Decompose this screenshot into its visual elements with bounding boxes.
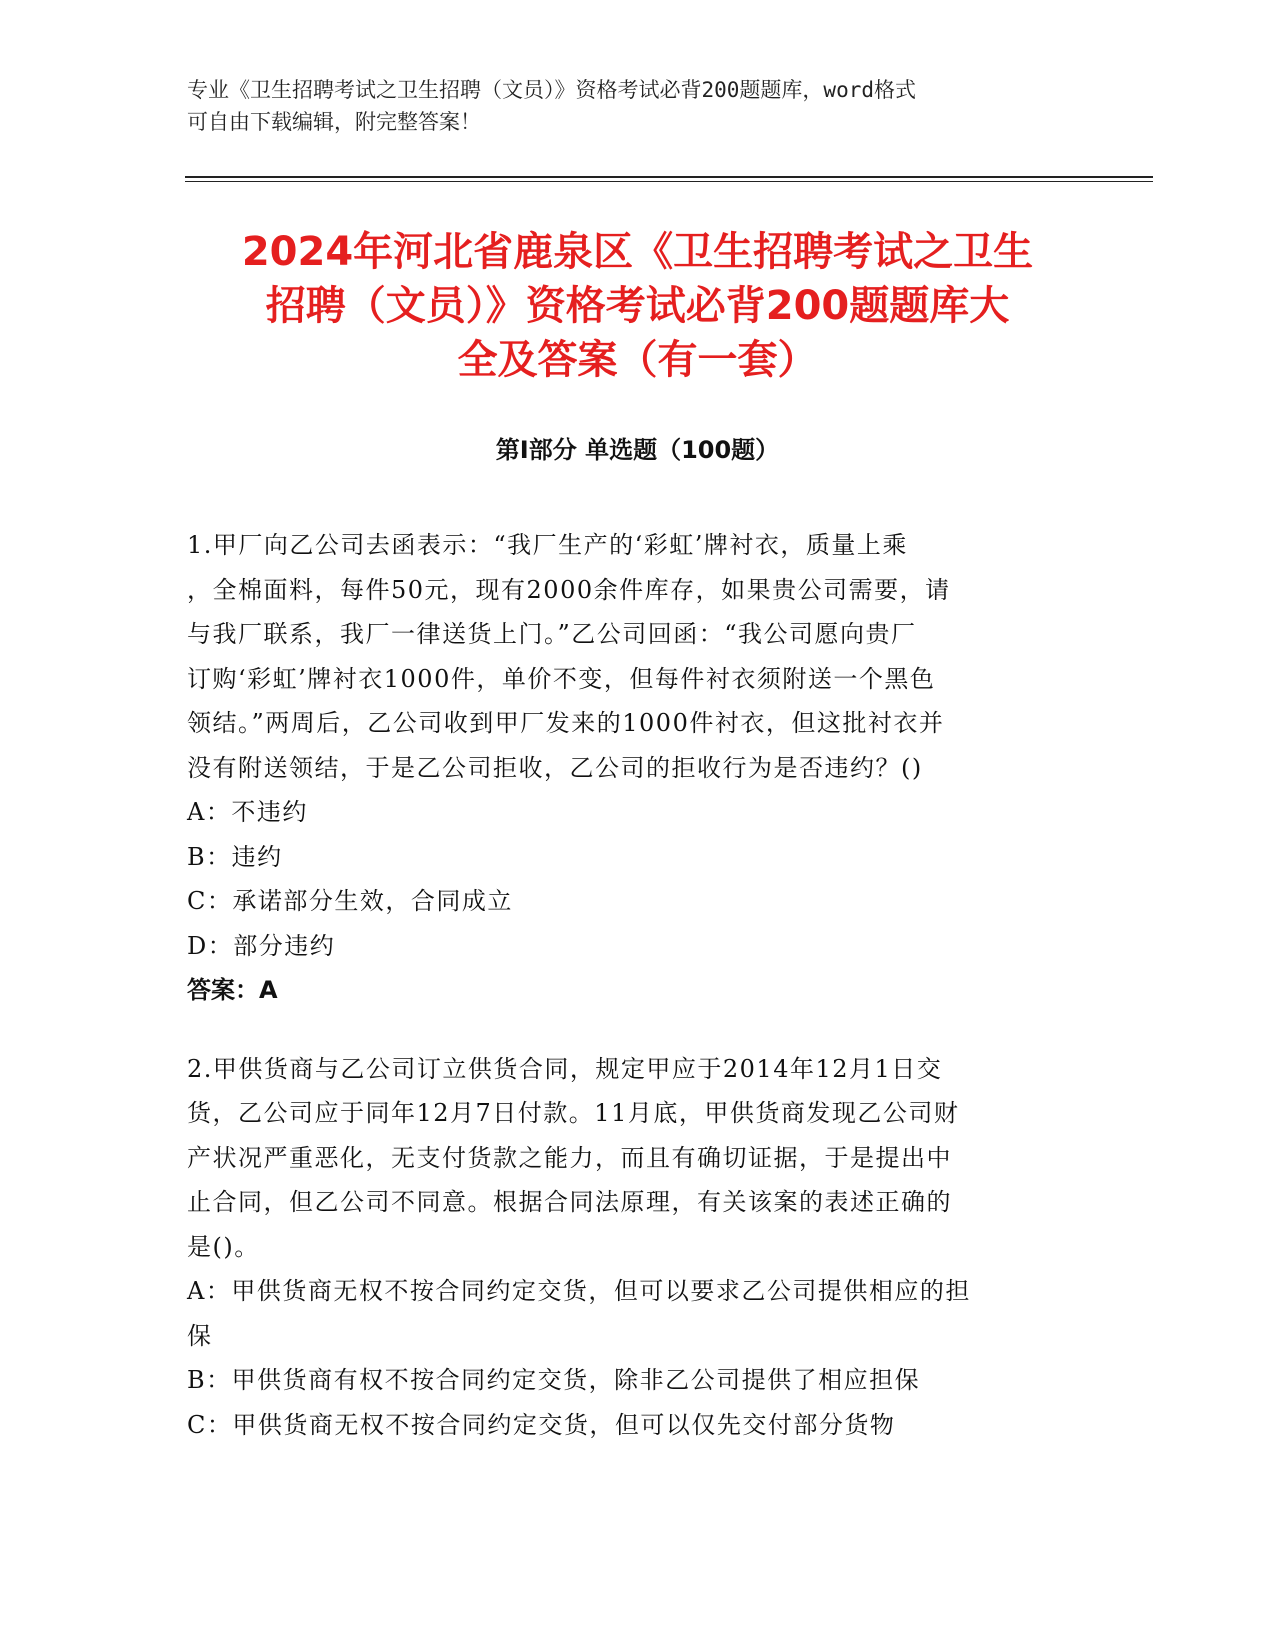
question-text-line: 是()。: [187, 1232, 260, 1261]
question-1: [187, 523, 1067, 1013]
question-text-line: 订购‘彩虹’牌衬衣1000件，单价不变，但每件衬衣须附送一个黑色: [187, 664, 936, 693]
question-text-line: 1.甲厂向乙公司去函表示：“我厂生产的‘彩虹’牌衬衣，质量上乘: [187, 531, 908, 559]
question-text-line: 止合同，但乙公司不同意。根据合同法原理，有关该案的表述正确的: [187, 1188, 952, 1216]
header-divider-thin: [185, 181, 1153, 182]
document-title-line: 2024年河北省鹿泉区《卫生招聘考试之卫生: [241, 229, 1034, 275]
option-b: B：违约: [187, 842, 283, 871]
option-a: A：不违约: [187, 798, 308, 826]
document-title-line: 招聘（文员）》资格考试必背200题题库大: [265, 283, 1010, 329]
question-text-line: 2.甲供货商与乙公司订立供货合同，规定甲应于2014年12月1日交: [187, 1054, 943, 1083]
question-text-line: 领结。”两周后，乙公司收到甲厂发来的1000件衬衣，但这批衬衣并: [187, 709, 945, 737]
question-list: [187, 523, 1067, 1481]
answer: 答案：A: [187, 976, 278, 1004]
header-note-line: 可自由下载编辑，附完整答案！: [187, 110, 481, 134]
question-2: [187, 1047, 1067, 1448]
option-a: A：甲供货商无权不按合同约定交货，但可以要求乙公司提供相应的担: [187, 1277, 971, 1305]
option-b: B：甲供货商有权不按合同约定交货，除非乙公司提供了相应担保: [187, 1366, 921, 1394]
header-divider-thick: [185, 176, 1153, 178]
document-title: [150, 225, 1125, 387]
section-title: 第Ⅰ部分 单选题（100题）: [495, 436, 780, 464]
option-d: D：部分违约: [187, 931, 336, 960]
question-text-line: 没有附送领结，于是乙公司拒收，乙公司的拒收行为是否违约？(): [187, 753, 923, 782]
question-text-line: ，全棉面料，每件50元，现有2000余件库存，如果贵公司需要，请: [187, 575, 951, 604]
question-text-line: 与我厂联系，我厂一律送货上门。”乙公司回函：“我公司愿向贵厂: [187, 620, 917, 648]
document-title-line: 全及答案（有一套）: [457, 337, 818, 383]
option-c: C：承诺部分生效，合同成立: [187, 887, 513, 915]
option-a-continued: 保: [187, 1321, 213, 1350]
header-note: [187, 74, 1067, 138]
question-text-line: 货，乙公司应于同年12月7日付款。11月底，甲供货商发现乙公司财: [187, 1099, 960, 1127]
header-note-line: 专业《卫生招聘考试之卫生招聘（文员）》资格考试必背200题题库，word格式: [187, 78, 916, 102]
option-c: C：甲供货商无权不按合同约定交货，但可以仅先交付部分货物: [187, 1410, 896, 1439]
question-text-line: 产状况严重恶化，无支付货款之能力，而且有确切证据，于是提出中: [187, 1143, 952, 1172]
